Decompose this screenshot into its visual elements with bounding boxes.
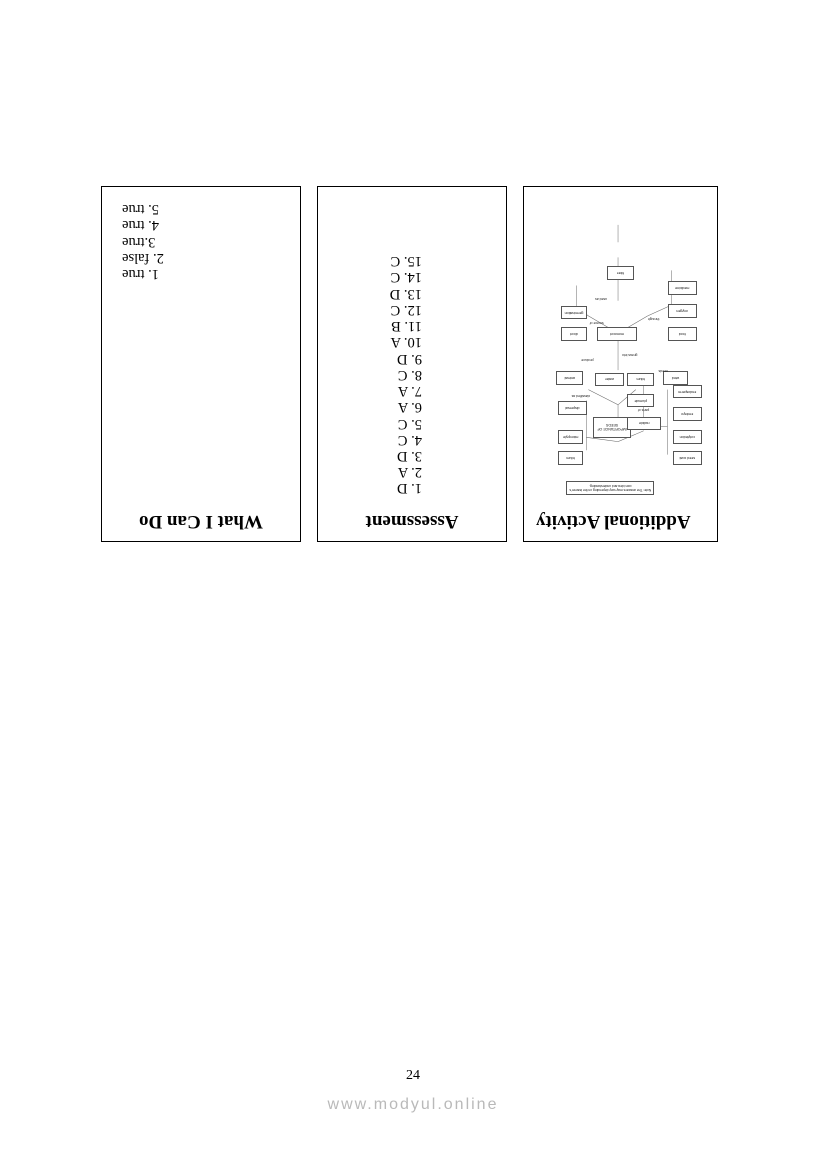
watermark: www.modyul.online xyxy=(327,1096,499,1113)
list-item: 2. false xyxy=(122,249,164,266)
concept-map-node: germination xyxy=(561,306,586,320)
list-item: 5. C xyxy=(397,415,422,432)
concept-map-node: medicine xyxy=(668,282,697,296)
concept-map-node: endosperm xyxy=(673,385,702,399)
concept-map-label: used as xyxy=(595,297,607,302)
list-item: 3.true xyxy=(122,233,156,250)
list-item: 12. C xyxy=(390,301,422,318)
list-item: 9. D xyxy=(397,350,422,367)
panel-what-i-can-do-title: What I Can Do xyxy=(138,511,264,532)
panel-assessment xyxy=(317,186,507,542)
panel-what-i-can-do-inner xyxy=(102,187,300,541)
list-item: 1. true xyxy=(122,266,160,283)
panel-additional-activity xyxy=(523,186,718,542)
concept-map-node: animal xyxy=(556,371,583,385)
list-item: 2. A xyxy=(397,464,422,481)
concept-map-label: needs xyxy=(658,368,668,373)
concept-map-node: cotyledon xyxy=(673,430,702,444)
concept-map-node: plumule xyxy=(627,394,654,408)
list-item: 3. D xyxy=(397,448,422,465)
list-item: 10. A xyxy=(390,334,422,351)
concept-map-node: seed coat xyxy=(673,451,702,465)
concept-map-node: food xyxy=(668,327,697,341)
list-item: 13. D xyxy=(389,285,422,302)
panel-assessment-title: Assessment xyxy=(365,511,459,532)
list-item: 6. A xyxy=(397,399,422,416)
concept-map-node: hilum xyxy=(627,373,654,387)
list-item: 7. A xyxy=(397,383,422,400)
list-item: 5. true xyxy=(122,201,160,218)
concept-map-node: hilum xyxy=(558,451,583,465)
concept-map-node: monocot xyxy=(597,327,638,341)
concept-map-label: grows into xyxy=(621,353,638,358)
concept-map-label: through xyxy=(647,316,660,321)
list-item: 4. true xyxy=(122,217,160,234)
list-item: 1. D xyxy=(397,480,422,497)
concept-map-node: embryo xyxy=(673,407,702,421)
list-item: 8. C xyxy=(397,366,422,383)
panel-row xyxy=(101,186,718,542)
concept-map-node: dispersal xyxy=(558,401,587,415)
concept-map-node: micropyle xyxy=(558,430,583,444)
concept-map-note: Note: The answers may vary depending on the learner's own idea and understanding. xyxy=(566,481,654,495)
concept-map-label: parts of xyxy=(637,408,650,412)
concept-map-node: wind xyxy=(663,371,688,385)
what-i-can-do-answer-list xyxy=(114,201,288,282)
concept-map xyxy=(536,195,705,498)
list-item: 11. B xyxy=(391,318,422,335)
panel-additional-activity-title: Additional Activity xyxy=(536,511,691,532)
concept-map-node: radicle xyxy=(627,417,661,431)
list-item: 4. C xyxy=(397,431,422,448)
panel-assessment-inner xyxy=(318,187,506,541)
page-number: 24 xyxy=(406,1068,420,1083)
list-item: 15. C xyxy=(390,253,422,270)
panel-additional-activity-inner xyxy=(524,187,717,541)
concept-map-label: source of xyxy=(589,321,604,326)
concept-map-node: oxygen xyxy=(668,304,697,318)
concept-map-label: produce xyxy=(581,357,594,362)
concept-map-node: dicot xyxy=(561,327,586,341)
list-item: 14. C xyxy=(390,269,422,286)
assessment-answer-list xyxy=(330,253,494,497)
concept-map-center-node: IMPORTANCE OF SEEDS xyxy=(593,417,630,438)
concept-map-label: classified as xyxy=(571,394,591,399)
panel-what-i-can-do xyxy=(101,186,301,542)
concept-map-node: fiber xyxy=(607,266,634,280)
concept-map-node: water xyxy=(595,373,624,387)
